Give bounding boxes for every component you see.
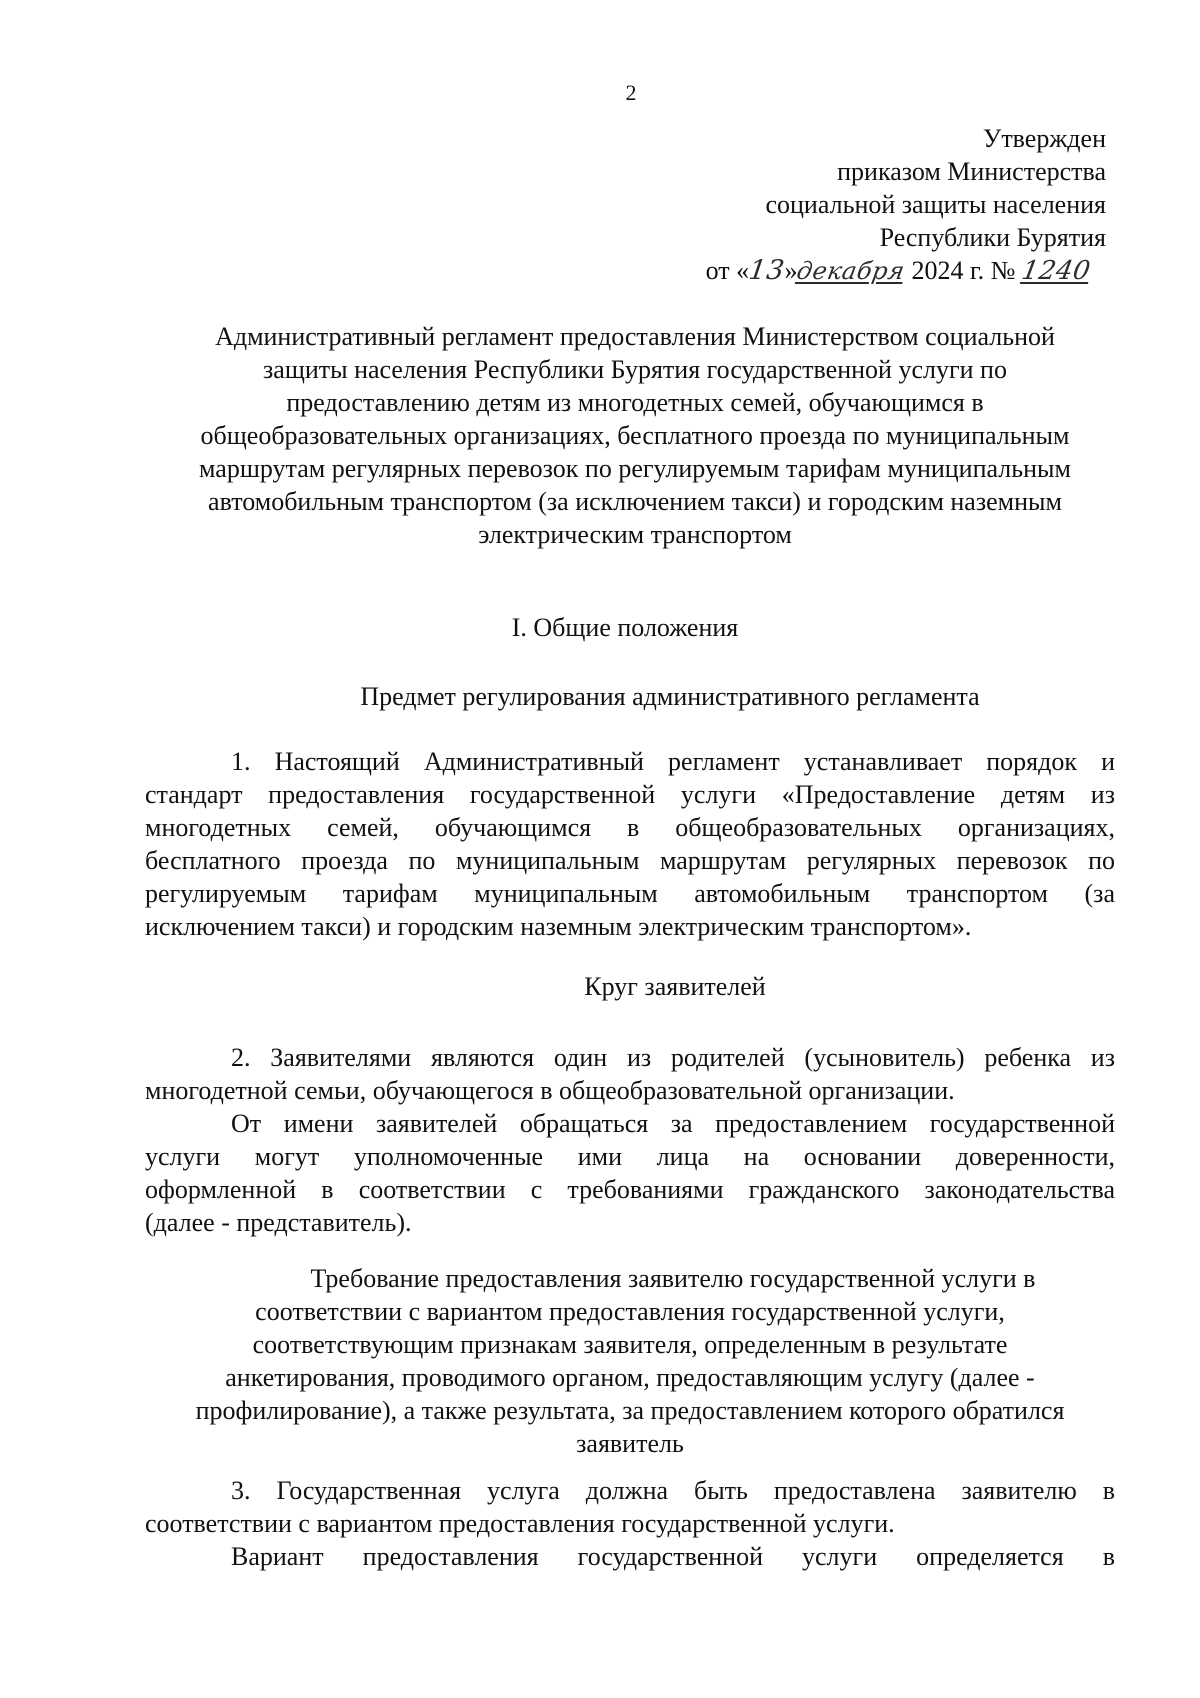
approval-stamp-block	[406, 122, 1106, 288]
paragraph-line: многодетной семьи, обучающегося в общеобразовательной организации.	[145, 1076, 955, 1105]
subsection-heading-applicants: Круг заявителей	[584, 972, 766, 1001]
paragraph-line: 1. Настоящий Административный регламент устанавливает порядок и	[231, 747, 1115, 776]
page-number: 2	[625, 80, 637, 105]
heading-line: Требование предоставления заявителю государственной услуги в	[310, 1264, 1036, 1293]
handwritten-order-number: 1240	[1019, 256, 1093, 286]
date-prefix: от «	[705, 256, 750, 285]
approval-line-1: Утвержден	[982, 124, 1106, 153]
approval-line-4: Республики Бурятия	[879, 223, 1106, 252]
title-line: маршрутам регулярных перевозок по регулируемым тарифам муниципальным	[199, 454, 1071, 483]
paragraph-line: оформленной в соответствии с требованиями гражданского законодательства	[145, 1175, 1115, 1204]
approval-line-3: социальной защиты населения	[765, 190, 1106, 219]
paragraph-line: (далее - представитель).	[145, 1208, 412, 1237]
document-title	[145, 320, 1125, 551]
title-line: Административный регламент предоставления Министерством социальной	[215, 322, 1055, 351]
title-line: общеобразовательных организациях, бесплатного проезда по муниципальным	[200, 421, 1070, 450]
date-mid: »	[784, 256, 798, 285]
approval-line-2: приказом Министерства	[837, 157, 1106, 186]
paragraph-line: исключением такси) и городским наземным электрическим транспортом».	[145, 912, 972, 941]
section-heading-general: I. Общие положения	[511, 613, 739, 642]
heading-line: соответствующим признакам заявителя, определенным в результате	[252, 1330, 1008, 1359]
paragraph-line: услуги могут уполномоченные ими лица на основании доверенности,	[145, 1142, 1115, 1171]
paragraph-line: 3. Государственная услуга должна быть предоставлена заявителю в	[231, 1476, 1115, 1505]
paragraph-line: Вариант предоставления государственной услуги определяется в	[231, 1542, 1115, 1571]
paragraph-1	[145, 745, 1115, 943]
heading-line: соответствии с вариантом предоставления государственной услуги,	[255, 1297, 1005, 1326]
title-line: предоставлению детям из многодетных семей, обучающимся в	[286, 388, 984, 417]
handwritten-month: декабря	[795, 257, 908, 285]
paragraph-3	[145, 1474, 1115, 1573]
heading-line: профилирование), а также результата, за предоставлением которого обратился	[195, 1396, 1065, 1425]
heading-line: заявитель	[576, 1429, 684, 1458]
paragraph-line: 2. Заявителями являются один из родителей (усыновитель) ребенка из	[231, 1043, 1115, 1072]
paragraph-2	[145, 1041, 1115, 1239]
paragraph-line: многодетных семей, обучающимся в общеобразовательных организациях,	[145, 813, 1115, 842]
title-line: электрическим транспортом	[478, 520, 792, 549]
subsection-heading-requirement	[145, 1262, 1115, 1460]
paragraph-line: бесплатного проезда по муниципальным маршрутам регулярных перевозок по	[145, 846, 1115, 875]
paragraph-line: стандарт предоставления государственной услуги «Предоставление детям из	[145, 780, 1115, 809]
paragraph-line: От имени заявителей обращаться за предоставлением государственной	[231, 1109, 1115, 1138]
heading-line: анкетирования, проводимого органом, предоставляющим услугу (далее -	[225, 1363, 1035, 1392]
date-year: 2024 г. №	[911, 256, 1016, 285]
handwritten-day: 13	[746, 255, 787, 286]
approval-date-line	[406, 254, 1106, 288]
title-line: автомобильным транспортом (за исключением такси) и городским наземным	[208, 487, 1062, 516]
title-line: защиты населения Республики Бурятия государственной услуги по	[263, 355, 1007, 384]
paragraph-line: регулируемым тарифам муниципальным автомобильным транспортом (за	[145, 879, 1115, 908]
subsection-heading-subject: Предмет регулирования административного регламента	[360, 682, 980, 711]
paragraph-line: соответствии с вариантом предоставления государственной услуги.	[145, 1509, 895, 1538]
